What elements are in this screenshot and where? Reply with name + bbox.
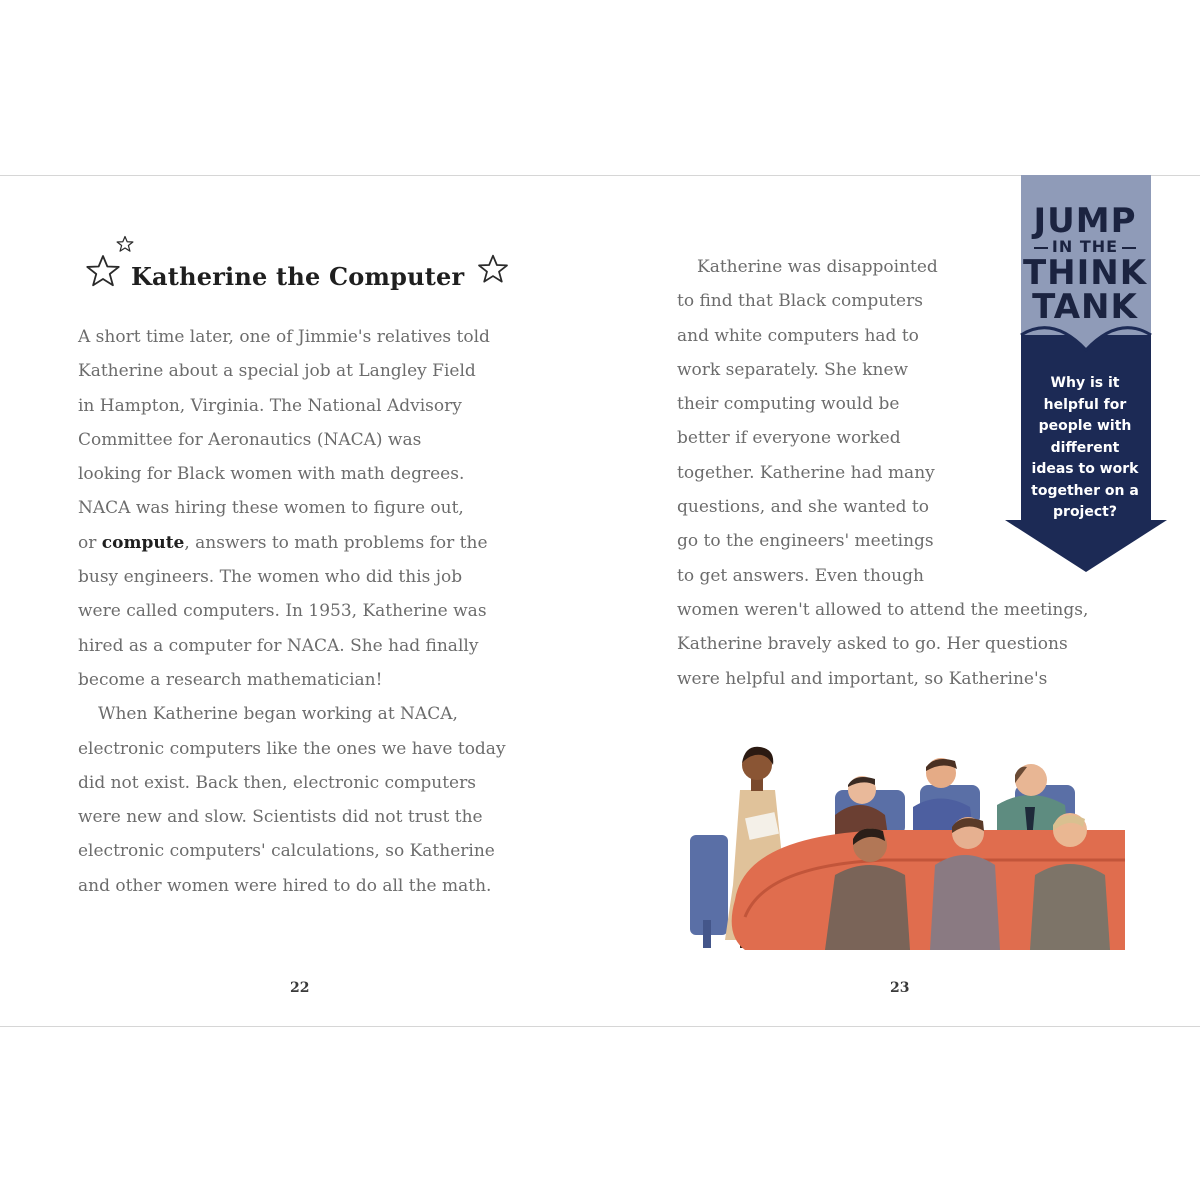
- text-line: were new and slow. Scientists did not trust the: [78, 807, 483, 828]
- text-line: women weren't allowed to attend the meetings,: [677, 599, 1089, 620]
- text-line: Katherine about a special job at Langley Field: [78, 361, 476, 382]
- text-line: Katherine was disappointed: [697, 257, 938, 277]
- question-line: ideas to work: [1031, 461, 1139, 477]
- text-line: to get answers. Even though: [677, 565, 924, 586]
- text-line: work separately. She knew: [677, 359, 909, 380]
- star-outline-icon: [85, 253, 121, 289]
- text-line: in Hampton, Virginia. The National Advisory: [78, 395, 462, 416]
- text-line: busy engineers. The women who did this job: [78, 567, 463, 588]
- text-line: electronic computers' calculations, so Katherine: [78, 841, 495, 862]
- text-line: were called computers. In 1953, Katherine was: [78, 601, 487, 622]
- star-outline-icon: [477, 253, 509, 285]
- banner-title-tank: TANK: [1032, 287, 1138, 327]
- text-line: NACA was hiring these women to figure out,: [78, 498, 464, 519]
- text-line: questions, and she wanted to: [677, 497, 929, 518]
- text-line-with-keyword: [78, 526, 506, 560]
- text-line: their computing would be: [677, 394, 900, 415]
- text-line: together. Katherine had many: [677, 462, 935, 483]
- text-line: better if everyone worked: [677, 428, 901, 449]
- text-fragment: , answers to math problems for the: [184, 532, 488, 553]
- meeting-illustration: [685, 735, 1125, 950]
- question-line: together on a: [1031, 482, 1139, 499]
- page-number-right: 23: [890, 980, 910, 996]
- text-fragment: or: [78, 532, 102, 553]
- banner-title: [1021, 201, 1149, 327]
- text-line: Katherine bravely asked to go. Her questions: [677, 634, 1068, 655]
- text-line: were helpful and important, so Katherine's: [677, 668, 1048, 689]
- question-line: Why is it: [1050, 375, 1120, 391]
- text-line: Committee for Aeronautics (NACA) was: [78, 429, 422, 450]
- text-line: did not exist. Back then, electronic computers: [78, 772, 476, 793]
- text-line: and other women were hired to do all the math.: [78, 875, 492, 896]
- chair: [703, 920, 711, 948]
- question-line: helpful for: [1043, 396, 1127, 413]
- text-line: to find that Black computers: [677, 291, 923, 312]
- banner-title-think: THINK: [1022, 253, 1148, 293]
- page-number-left: 22: [290, 980, 310, 996]
- question-line: different: [1050, 439, 1120, 456]
- text-line: become a research mathematician!: [78, 669, 383, 690]
- chapter-heading: Katherine the Computer: [131, 262, 465, 291]
- question-line: project?: [1053, 504, 1117, 520]
- text-line: When Katherine began working at NACA,: [98, 704, 458, 725]
- text-line: go to the engineers' meetings: [677, 531, 934, 552]
- text-line: electronic computers like the ones we have today: [78, 738, 506, 759]
- keyword-compute: compute: [101, 532, 185, 553]
- banner-title-in-the: IN THE: [1021, 239, 1149, 255]
- star-outline-icon: [116, 235, 134, 253]
- banner-title-jump: JUMP: [1033, 201, 1137, 241]
- text-line: A short time later, one of Jimmie's relatives told: [78, 327, 490, 347]
- banner-question: [1028, 373, 1142, 524]
- text-line: looking for Black women with math degrees.: [78, 464, 465, 485]
- left-page-body: [78, 320, 506, 903]
- text-line: hired as a computer for NACA. She had finally: [78, 635, 479, 656]
- text-line: and white computers had to: [677, 325, 919, 346]
- question-line: people with: [1038, 418, 1132, 434]
